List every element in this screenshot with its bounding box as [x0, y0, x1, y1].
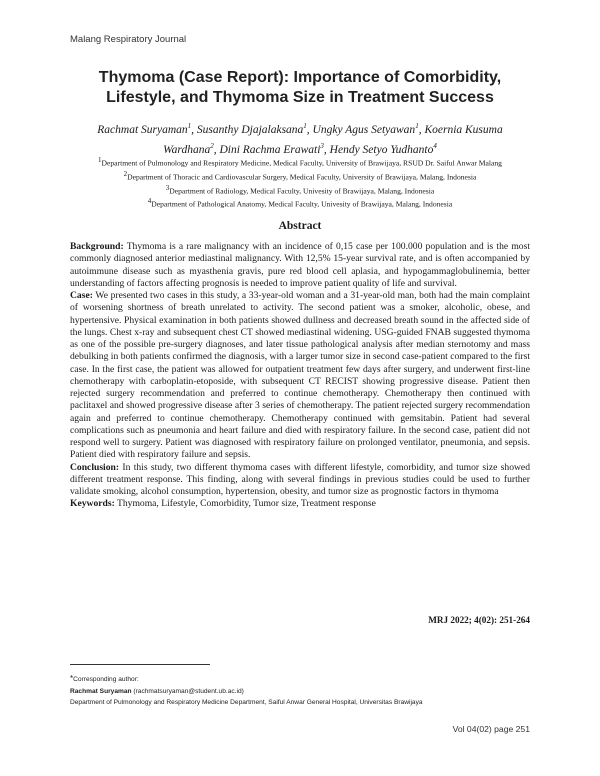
section-text: Thymoma, Lifestyle, Comorbidity, Tumor size, Treatment response — [114, 498, 376, 510]
section-text: Thymoma is a rare malignancy with an incidence of 0,15 case per 100.000 population and is the most commonly diagnosed anterior mediastinal malignancy. With 12,5% 15-year survival rate, and is often accompanied by autoimmune disease such as myasthenia gravis, pure red blood cell aplasia, and hypogammaglobulinemia, better understanding of factors affecting prognosis is needed to improve patient quality of life and survival. — [70, 241, 530, 289]
footnote-block — [70, 673, 540, 709]
author-affil-mark: 4 — [433, 141, 437, 150]
abstract-body — [70, 241, 530, 511]
footnote-marker: * — [70, 674, 74, 683]
footnote-address: Department of Pulmonology and Respiratory Medicine Department, Saiful Anwar General Hospital, Universitas Brawijaya — [70, 699, 423, 706]
affiliation-text: Department of Pathological Anatomy, Medical Faculty, Univesity of Brawijaya, Malang, Indonesia — [151, 200, 453, 210]
affiliation-mark: 1 — [98, 156, 102, 164]
affiliation-text: Department of Thoracic and Cardiovascular Surgery, Medical Faculty, University of Brawijaya, Malang, Indonesia — [127, 172, 477, 182]
author-affil-mark: 2 — [210, 141, 214, 150]
section-text: We presented two cases in this study, a 33-year-old woman and a 31-year-old man, both had the main complaint of worsening shortness of breath unrelated to activity. The second patient was a smoker, alcoholic, obese, and hypertensive. Physical examination in both patients showed dullness and decreased breath sound in the affected side of the lungs. Chest x-ray and subsequent chest CT showed mediastinal widening. USG-guided FNAB suggested thymoma as one of the possible pre-surgery diagnoses, and later tissue pathological analysis after median sternotomy and mass debulking in both patients confirmed the diagnosis, with a larger tumor size in second case-patient compared to the first case. In the first case, the patient was allowed for outpatient treatment few days after surgery, and underwent first-line chemotherapy with carboplatin-etoposide, with subsequent CT RECIST showing progressive disease. Patient then rejected surgery recommendation and preferred to continue chemotherapy. Chemotherapy then continued with paclitaxel and showed progressive disease after 3 series of chemotherapy. The patient rejected surgery recommendation again and preferred to continue chemotherapy. Chemotherapy continued with gemsitabin. Patient had several complications such as pneumonia and heart failure and died with respiratory failure. In the second case, patient did not respond well to surgery. Patient was diagnosed with respiratory failure on prolonged ventilator, pneumonia, and sepsis. Patient died with respiratory failure and sepsis. — [70, 290, 530, 461]
abstract-background — [70, 241, 530, 290]
affiliation — [72, 183, 528, 197]
author-list: Rachmat Suryaman$^1$, Susanthy Djajalaksana$^1$, Ungky Agus Setyawan$^1$, Koernia Kusuma Wardhana$^2$, Dini Rachma Erawati$^3$, Hendy Setyo Yudhanto$^4$ — [97, 122, 503, 156]
author-name: Susanthy Djajalaksana — [196, 123, 304, 136]
affiliation — [72, 169, 528, 183]
affiliation — [72, 155, 528, 169]
author-name: Ungky Agus Setyawan — [312, 123, 416, 136]
affiliation-text: Department of Radiology, Medical Faculty, Univesity of Brawijaya, Malang, Indonesia — [169, 186, 435, 196]
title-line-2: Lifestyle, and Thymoma Size in Treatment Success — [106, 89, 494, 106]
abstract-heading: Abstract — [278, 220, 322, 232]
section-label: Keywords: — [70, 498, 115, 510]
running-header: Malang Respiratory Journal — [70, 34, 187, 45]
footnote-divider — [70, 664, 210, 665]
affiliation-mark: 4 — [147, 197, 152, 206]
abstract-case — [70, 290, 530, 462]
abstract-keywords — [70, 498, 530, 510]
section-text: In this study, two different thymoma cases with different lifestyle, comorbidity, and tumor size showed different treatment response. This finding, along with several findings in previous studies could be used to further validate smoking, alcohol consumption, hypertension, obesity, and tumor size as prognostic factors in thymoma — [70, 461, 530, 497]
author-affil-mark: 1 — [415, 122, 419, 130]
author-affil-mark: 3 — [320, 141, 324, 150]
page-footer: Vol 04(02) page 251 — [452, 724, 530, 734]
affiliation-mark: 2 — [123, 169, 128, 178]
section-label: Conclusion: — [70, 461, 120, 473]
footnote-contact — [70, 686, 540, 698]
author-name: Hendy Setyo Yudhanto — [329, 143, 434, 156]
author-affil-mark: 1 — [187, 122, 192, 130]
affiliation-list — [72, 155, 528, 210]
footnote-label: Corresponding author: — [73, 676, 139, 683]
corresponding-author-email: (rachmatsuryaman@student.ub.ac.id) — [131, 687, 244, 695]
author-name: Koernia Kusuma Wardhana — [163, 123, 503, 156]
paper-title — [60, 68, 540, 108]
section-label: Case: — [70, 290, 93, 301]
author-name: Rachmat Suryaman — [97, 123, 188, 136]
author-name: Dini Rachma Erawati — [219, 143, 321, 156]
section-label: Background: — [70, 241, 124, 252]
corresponding-author-name: Rachmat Suryaman — [70, 687, 132, 695]
title-line-1: Thymoma (Case Report): Importance of Comorbidity, — [98, 69, 502, 86]
footnote-label-line — [70, 673, 540, 686]
affiliation-mark: 3 — [165, 183, 170, 192]
citation-line: MRJ 2022; 4(02): 251-264 — [428, 615, 530, 625]
affiliation — [72, 196, 528, 210]
author-affil-mark: 1 — [303, 122, 307, 130]
abstract-conclusion — [70, 462, 530, 499]
affiliation-text: Department of Pulmonology and Respiratory Medicine, Medical Faculty, University of Brawijaya, RSUD Dr. Saiful Anwar Malang — [101, 158, 502, 168]
